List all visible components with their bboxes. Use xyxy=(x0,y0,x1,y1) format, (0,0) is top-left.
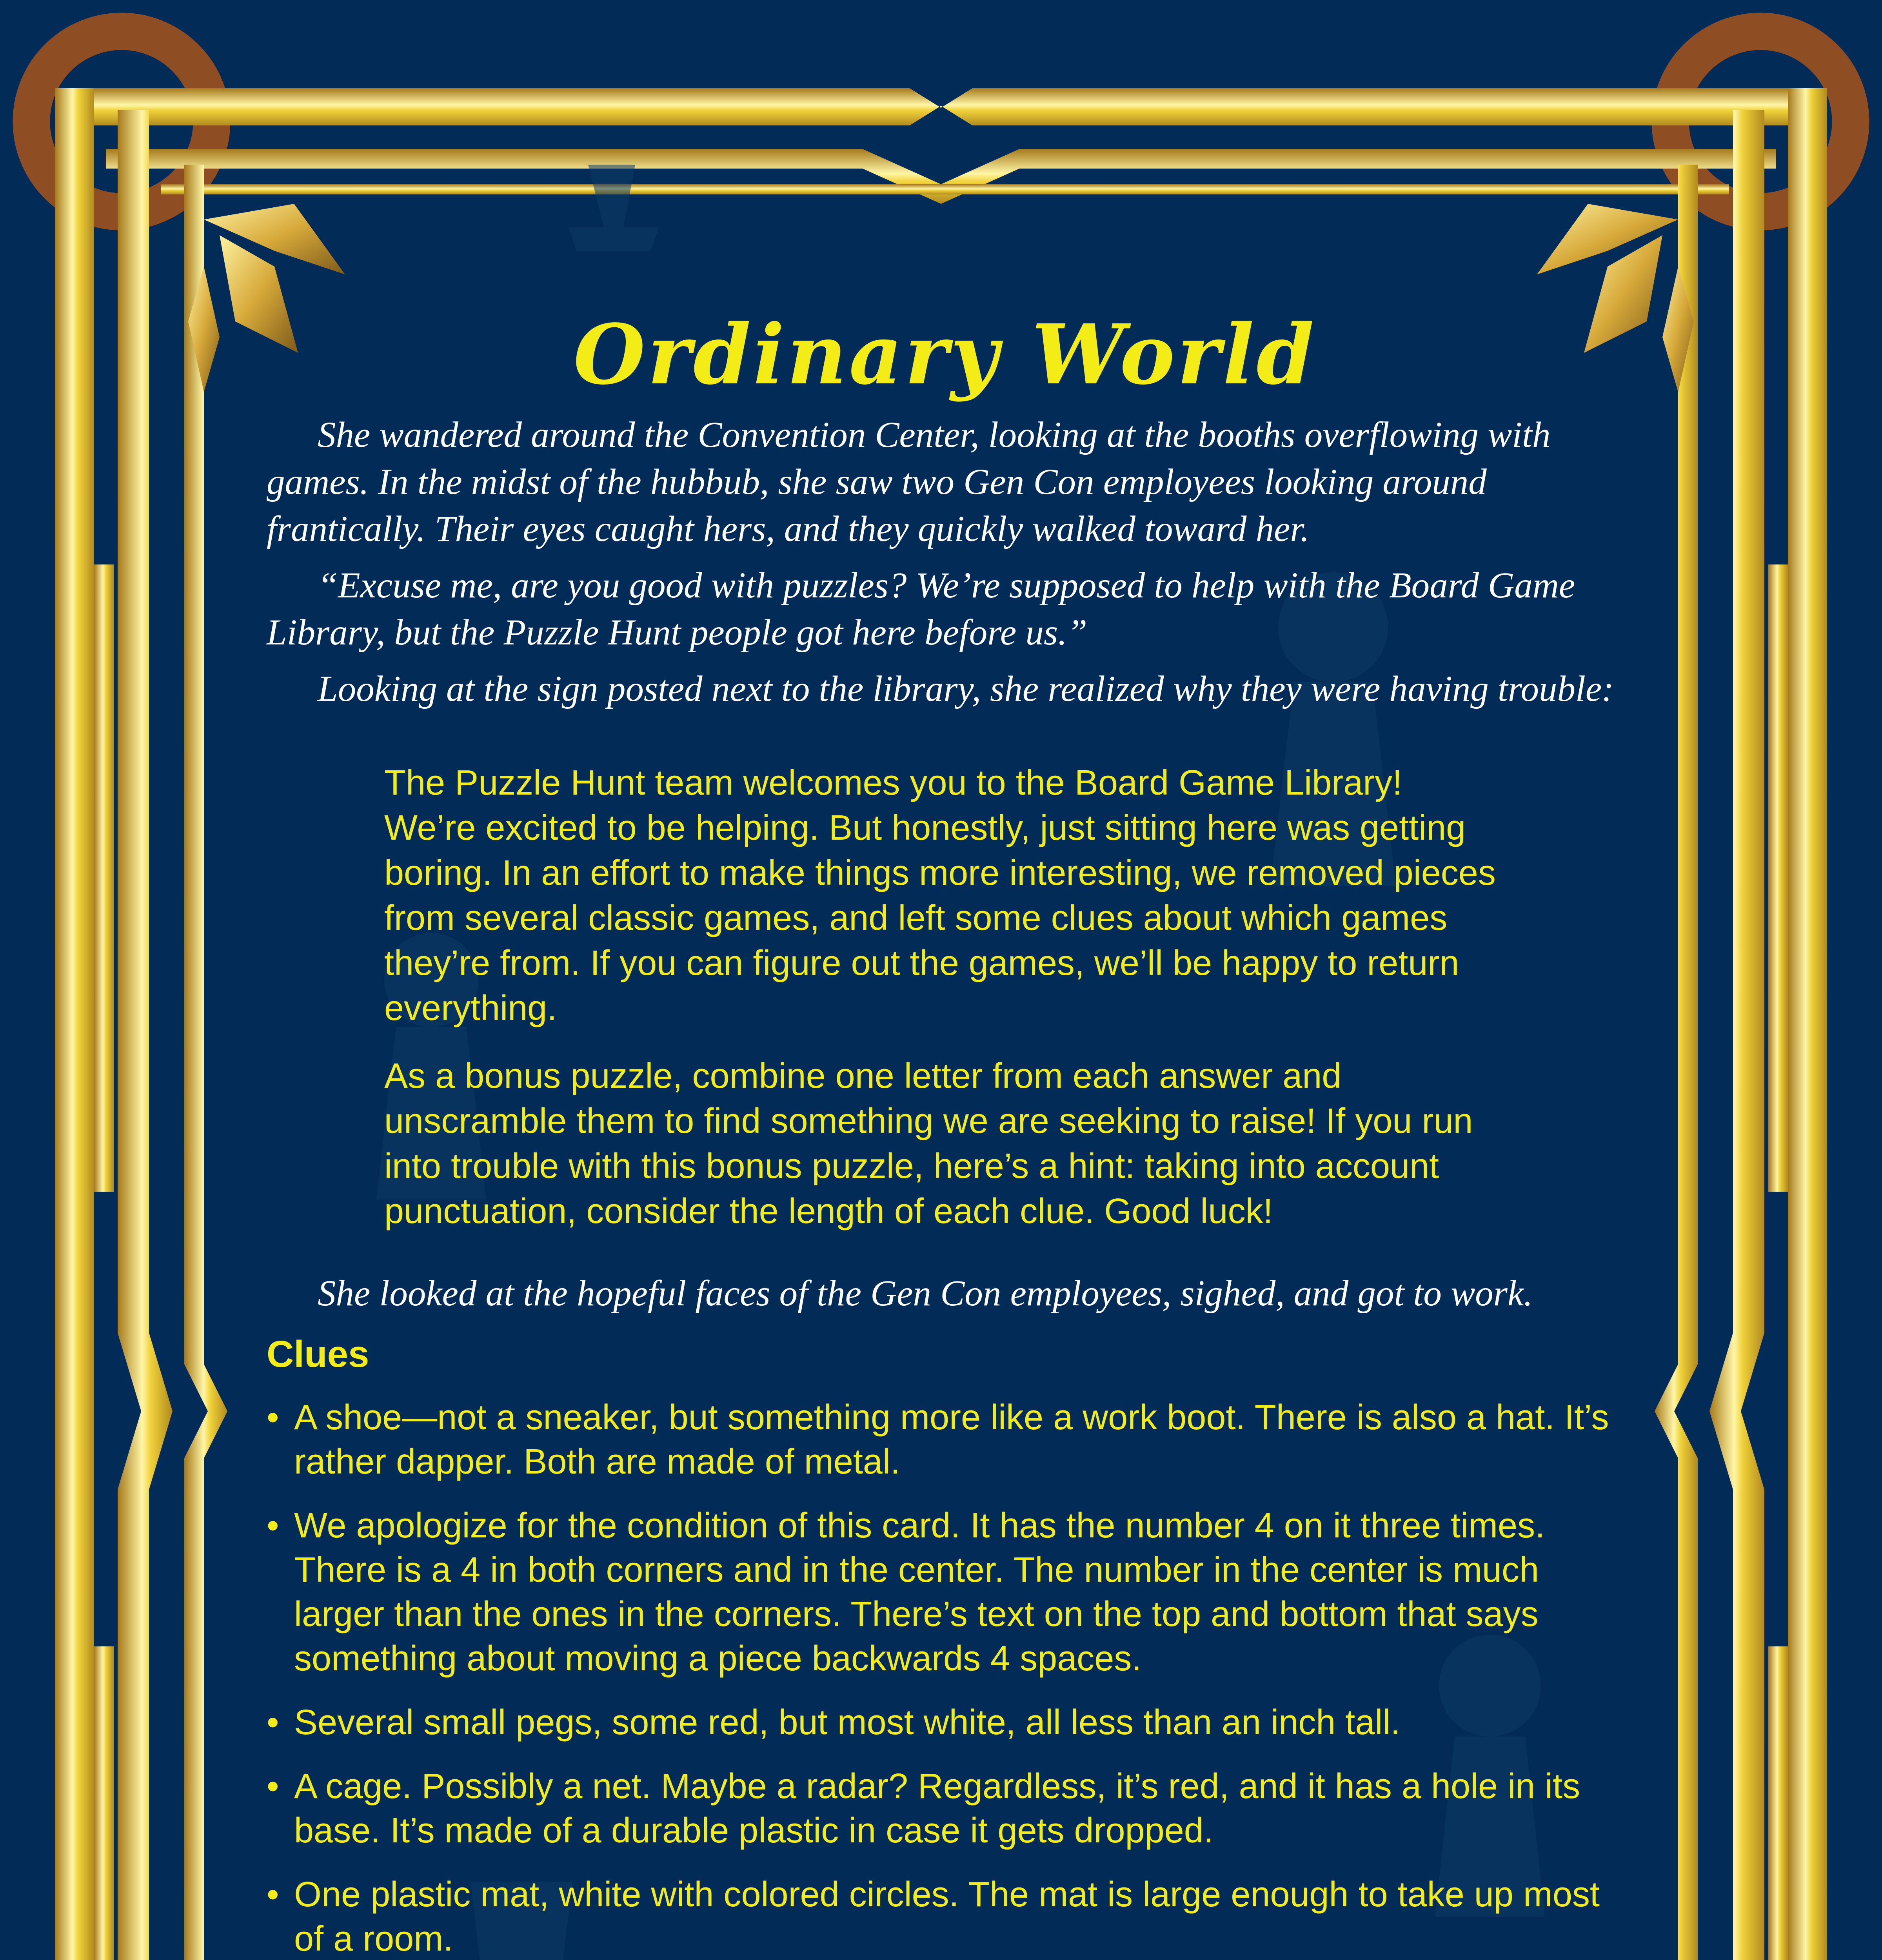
left-bar-middle xyxy=(118,110,173,1960)
page-title: Ordinary World xyxy=(573,306,1317,403)
top-bar-outer xyxy=(55,88,1827,125)
clues-list xyxy=(267,1396,1631,1960)
right-bar-accent-lower xyxy=(1768,1646,1788,1960)
right-bar-inner xyxy=(1655,165,1698,1960)
clue-text: A cage. Possibly a net. Maybe a radar? Regardless, it’s red, and it has a hole in its base. It’s made of a durable plastic in case it gets dropped. xyxy=(294,1767,1580,1850)
right-bar-middle xyxy=(1709,110,1764,1960)
clue-text: We apologize for the condition of this card. It has the number 4 on it three times. There is a 4 in both corners and in the center. The number in the center is much larger than the ones in the corners. There’s text on the top and bottom that says something about moving a piece backwards 4 spaces. xyxy=(294,1506,1545,1678)
story-paragraph: Looking at the sign posted next to the library, she realized why they were having trouble: xyxy=(318,669,1614,709)
right-bar-accent-upper xyxy=(1768,564,1788,1192)
sign-paragraph: The Puzzle Hunt team welcomes you to the Board Game Library! We’re excited to be helping. But honestly, just sitting here was getting boring. In an effort to make things more interesting, we removed pieces from several classic games, and left some clues about which games they’re from. If you can figure out the games, we’ll be happy to return everything. xyxy=(384,763,1496,1028)
clue-item xyxy=(267,1504,1631,1681)
clue-text: Several small pegs, some red, but most white, all less than an inch tall. xyxy=(294,1703,1401,1742)
clue-item xyxy=(267,1396,1631,1484)
top-bar-thin xyxy=(161,184,1729,194)
bullet-icon: • xyxy=(267,1398,279,1437)
sign-paragraph: As a bonus puzzle, combine one letter from each answer and unscramble them to find something we are seeking to raise! If you run into trouble with this bonus puzzle, here’s a hint: taking into account punctuation, consider the length of each clue. Good luck! xyxy=(384,1056,1473,1231)
clues-heading: Clues xyxy=(267,1333,369,1375)
left-bar-accent-lower xyxy=(94,1646,114,1960)
left-bar-inner xyxy=(184,165,227,1960)
bullet-icon: • xyxy=(267,1875,279,1914)
bullet-icon: • xyxy=(267,1506,279,1545)
clue-item xyxy=(267,1700,1631,1745)
bullet-icon: • xyxy=(267,1767,279,1806)
story-paragraph: She wandered around the Convention Center, looking at the booths overflowing with games. In the midst of the hubbub, she saw two Gen Con employees looking around frantically. Their eyes caught hers, and they quickly walked toward her. xyxy=(267,415,1551,549)
left-bar-outer xyxy=(55,88,94,1960)
story-closing: She looked at the hopeful faces of the Gen Con employees, sighed, and got to work. xyxy=(318,1273,1533,1314)
top-bar-inner xyxy=(106,149,1776,204)
sign-text xyxy=(384,760,1498,1234)
bullet-icon: • xyxy=(267,1703,279,1742)
story-intro xyxy=(267,412,1623,713)
story-paragraph: “Excuse me, are you good with puzzles? We’re supposed to help with the Board Game Library, but the Puzzle Hunt people got here before us.” xyxy=(267,565,1575,653)
clue-item xyxy=(267,1764,1631,1853)
right-bar-outer xyxy=(1788,88,1827,1960)
clue-text: A shoe—not a sneaker, but something more like a work boot. There is also a hat. It’s rather dapper. Both are made of metal. xyxy=(294,1398,1609,1481)
clue-text: One plastic mat, white with colored circles. The mat is large enough to take up most of a room. xyxy=(294,1875,1600,1958)
left-bar-accent-upper xyxy=(94,564,114,1192)
clue-item xyxy=(267,1873,1631,1960)
